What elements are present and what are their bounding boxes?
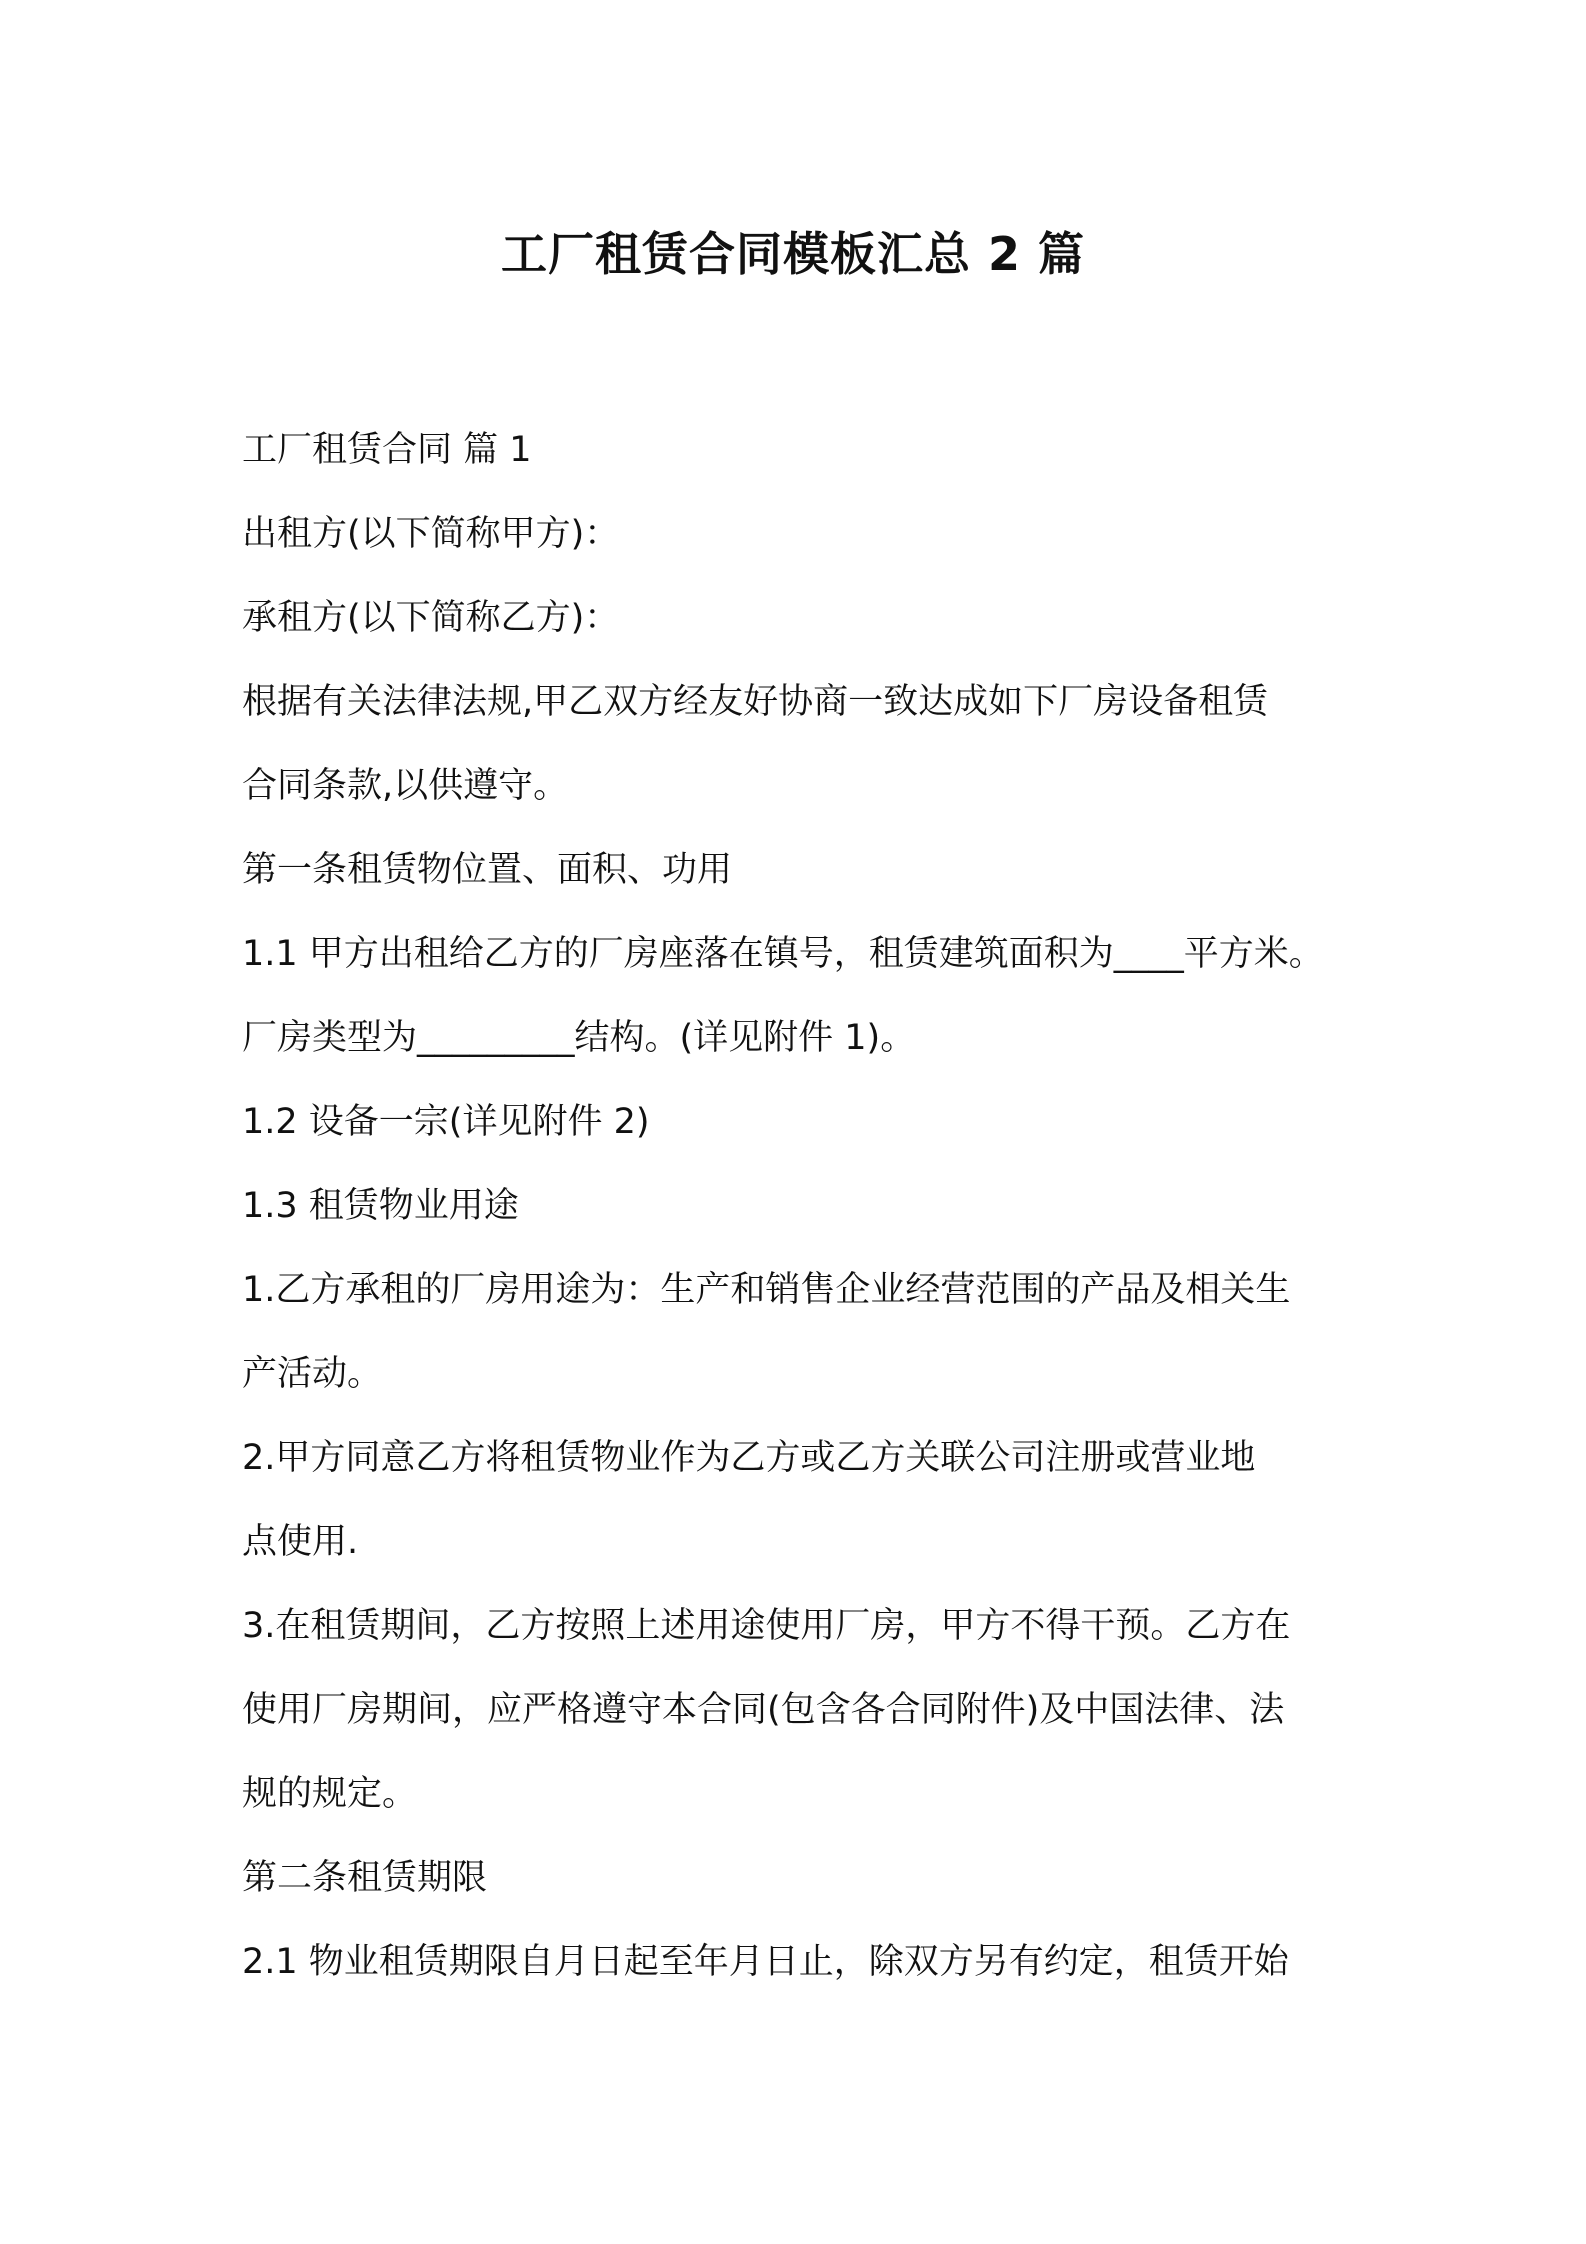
section-heading-part-1: 工厂租赁合同 篇 1	[242, 430, 532, 470]
clause-1-3-line: 1.3 租赁物业用途	[242, 1186, 519, 1226]
preamble-line: 根据有关法律法规,甲乙双方经友好协商一致达成如下厂房设备租赁	[242, 682, 1269, 722]
lessor-line: 出租方(以下简称甲方)：	[242, 514, 620, 554]
article-2-heading: 第二条租赁期限	[242, 1858, 488, 1898]
clause-1-3-item-1-line: 1.乙方承租的厂房用途为：生产和销售企业经营范围的产品及相关生	[242, 1270, 1291, 1310]
article-1-heading: 第一条租赁物位置、面积、功用	[242, 850, 733, 890]
clause-1-3-item-1-line: 产活动。	[242, 1354, 383, 1394]
preamble-line: 合同条款,以供遵守。	[242, 766, 569, 806]
clause-1-3-item-3-line: 规的规定。	[242, 1774, 418, 1814]
clause-1-1-line: 1.1 甲方出租给乙方的厂房座落在镇号，租赁建筑面积为____平方米。	[242, 934, 1324, 974]
clause-1-2-line: 1.2 设备一宗(详见附件 2)	[242, 1102, 650, 1142]
clause-2-1-line: 2.1 物业租赁期限自月日起至年月日止，除双方另有约定，租赁开始	[242, 1942, 1289, 1982]
lessee-line: 承租方(以下简称乙方)：	[242, 598, 620, 638]
clause-1-3-item-2-line: 点使用.	[242, 1522, 359, 1562]
document-body	[242, 408, 1382, 2004]
clause-1-1-line: 厂房类型为_________结构。(详见附件 1)。	[242, 1018, 916, 1058]
document-title: 工厂租赁合同模板汇总 2 篇	[500, 227, 1086, 281]
clause-1-3-item-2-line: 2.甲方同意乙方将租赁物业作为乙方或乙方关联公司注册或营业地	[242, 1438, 1256, 1478]
clause-1-3-item-3-line: 3.在租赁期间，乙方按照上述用途使用厂房，甲方不得干预。乙方在	[242, 1606, 1291, 1646]
clause-1-3-item-3-line: 使用厂房期间，应严格遵守本合同(包含各合同附件)及中国法律、法	[242, 1690, 1285, 1730]
